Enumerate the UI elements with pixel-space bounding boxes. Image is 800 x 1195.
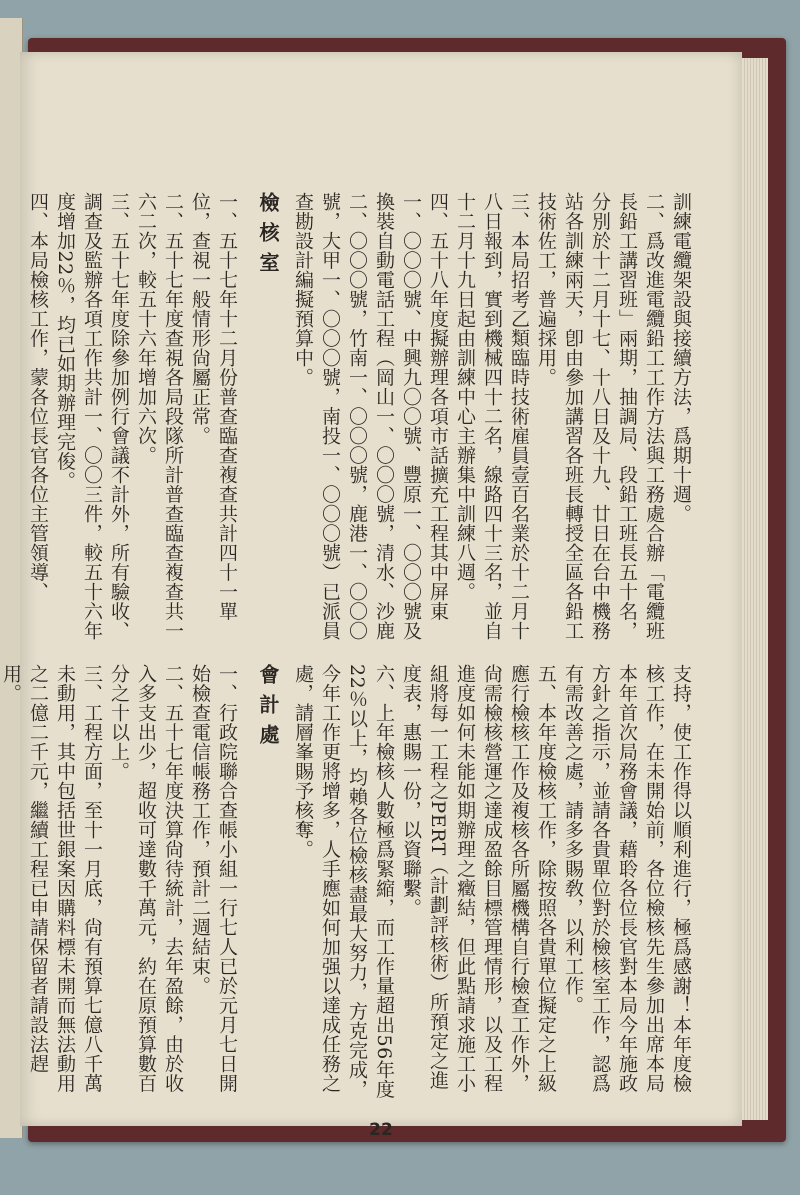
top-column	[27, 192, 694, 647]
paragraph: 四、本局檢核工作，蒙各位長官各位主管領導、	[27, 192, 49, 602]
bottom-text-block	[0, 664, 694, 1104]
paragraph: 二、五十七年度決算尙待統計，去年盈餘，由於收入多支出少，超收可達數千萬元，約在原預算數百分之十以上。	[108, 664, 184, 1093]
paragraph: 五、本年度檢核工作，除按照各貴單位擬定之上級應行檢核工作及複核各所屬機構自行檢查工作外，尙需檢核營運之達成盈餘目標管理情形，以及工程進度如何未能如期辦理之癥結，但此點請求施工小組將每一工程之PERT（計劃評核術）所預定之進度表，惠賜一份，以資聯繫。	[400, 664, 557, 1093]
page-fore-edge	[742, 58, 768, 1120]
paragraph: 二、爲改進電纜鉛工工作方法與工務處合辦「電纜班長鉛工講習班」兩期，抽調局、段鉛工班長五十名，分別於十二月十七、十八日及十九、廿日在台中機務站各訓練兩天，卽由參加講習各班長轉授全區各鉛工技術佐工，普遍採用。	[535, 192, 665, 641]
paragraph: 六、上年檢核人數極爲緊縮，而工作量超出56年度22％以上，均賴各位檢核盡最大努力，方克完成，今年工作更將增多，人手應如何加强以達成任務之處，請層峯賜予核奪。	[292, 664, 395, 1099]
paragraph: 四、五十八年度擬辦理各項市話擴充工程其中屏東一、〇〇〇號、中興九〇〇號、豐原一、〇〇〇號及換裝自動電話工程（岡山一、〇〇〇號，清水、沙鹿二、〇〇〇號，竹南一、〇〇〇號，鹿港一、〇〇〇號，大甲一、〇〇〇號，南投一、〇〇〇號）已派員查勘設計編擬預算中。	[292, 192, 449, 641]
paragraph: 三、工程方面，至十一月底，尙有預算七億八千萬未動用，其中包括世銀案因購料標未開而無法動用之二億二千元，繼續工程已申請保留者請設法趕用。	[0, 664, 103, 1093]
section-heading-inspection: 檢核室	[256, 192, 280, 282]
paragraph: 二、五十七年度查視各局段隊所計普查臨查複查共一六二次，較五十六年增加六次。	[135, 192, 184, 641]
page-number: 22	[369, 1120, 393, 1140]
paragraph: 支持，使工作得以順利進行，極爲感謝！本年度檢核工作，在未開始前，各位檢核先生參加出席本局本年首次局務會議，藉聆各位長官對本局今年施政方針之指示，並請各貴單位對於檢核室工作，認爲有需改善之處，請多多賜敎，以利工作。	[562, 664, 692, 1093]
section-heading-accounting: 會計處	[256, 664, 280, 754]
paragraph: 訓練電纜架設與接續方法，爲期十週。	[670, 192, 692, 524]
paragraph: 三、本局招考乙類臨時技術雇員壹百名業於十二月十八日報到，實到機械四十二名，線路四十三名，並自十二月十九日起由訓練中心主辦集中訓練八週。	[454, 192, 530, 641]
book-page	[0, 52, 742, 1140]
top-text-block	[27, 192, 694, 647]
bottom-column	[0, 664, 694, 1104]
paragraph: 三、五十七年度除參加例行會議不計外，所有驗收、調查及監辦各項工作共計一、〇〇三件，較五十六年度增加22％，均已如期辦理完俊。	[54, 192, 130, 641]
paragraph: 一、行政院聯合查帳小組一行七人已於元月七日開始檢查電信帳務工作，預計二週結束。	[189, 664, 238, 1093]
paragraph: 一、五十七年十二月份普查臨查複查共計四十一單位，查視一般情形尙屬正常。	[189, 192, 238, 621]
